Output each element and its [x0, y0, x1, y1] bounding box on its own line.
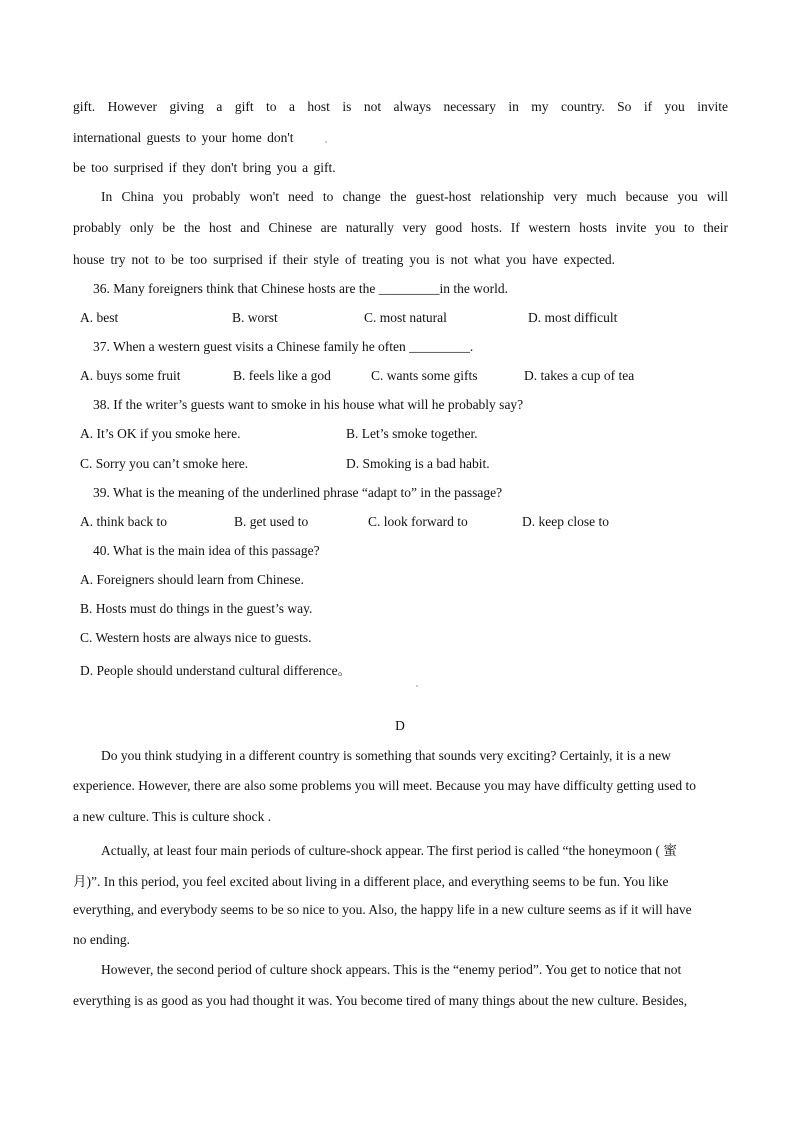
passage-d-line-1: Do you think studying in a different country is something that sounds very exciting? Certainly, it is a new: [101, 748, 671, 763]
question-39-option-c: C. look forward to: [368, 514, 468, 529]
passage-d-line-5: 月)”. In this period, you feel excited about living in a different place, and everything seems to be fun. You like: [73, 874, 669, 889]
question-40-option-c: C. Western hosts are always nice to guests.: [80, 630, 312, 645]
question-36-option-b: B. worst: [232, 310, 278, 325]
question-36-option-d: D. most difficult: [528, 310, 618, 325]
passage-c-line-6: house try not to be too surprised if their style of treating you is not what you have expected.: [73, 252, 616, 267]
passage-d-heading: D: [395, 718, 405, 733]
passage-d-line-8: However, the second period of culture shock appears. This is the “enemy period”. You get to notice that not: [101, 962, 682, 977]
passage-d-line-9: everything is as good as you had thought it was. You become tired of many things about the new culture. Besides,: [73, 993, 688, 1008]
question-38-option-b: B. Let’s smoke together.: [346, 426, 478, 441]
question-39-option-a: A. think back to: [80, 514, 167, 529]
scan-speck: [325, 141, 327, 143]
question-40-option-a: A. Foreigners should learn from Chinese.: [80, 572, 304, 587]
passage-c-line-3: be too surprised if they don't bring you a gift.: [73, 160, 336, 175]
passage-d-line-7: no ending.: [73, 932, 130, 947]
question-36-option-a: A. best: [80, 310, 119, 325]
question-39-option-d: D. keep close to: [522, 514, 609, 529]
question-37-option-c: C. wants some gifts: [371, 368, 478, 383]
question-40-option-b: B. Hosts must do things in the guest’s way.: [80, 601, 313, 616]
question-38-option-c: C. Sorry you can’t smoke here.: [80, 456, 249, 471]
passage-d-line-2: experience. However, there are also some problems you will meet. Because you may have difficulty getting used to: [73, 778, 697, 793]
passage-c-line-1: gift. However giving a gift to a host is not always necessary in my country. So if you invite: [73, 99, 728, 114]
question-37-stem: 37. When a western guest visits a Chinese family he often _________.: [93, 339, 474, 354]
question-37-option-b: B. feels like a god: [233, 368, 331, 383]
passage-d-line-4: Actually, at least four main periods of culture-shock appear. The first period is called “the honeymoon ( 蜜: [101, 843, 677, 858]
question-38-option-a: A. It’s OK if you smoke here.: [80, 426, 241, 441]
question-37-option-a: A. buys some fruit: [80, 368, 181, 383]
question-37-option-d: D. takes a cup of tea: [524, 368, 635, 383]
passage-c-line-4: In China you probably won't need to change the guest-host relationship very much because you will: [101, 189, 728, 204]
question-40-option-d: D. People should understand cultural difference。: [80, 663, 352, 678]
scan-speck: [416, 685, 418, 687]
passage-d-line-3: a new culture. This is culture shock .: [73, 809, 272, 824]
question-39-option-b: B. get used to: [234, 514, 309, 529]
question-39-stem: 39. What is the meaning of the underlined phrase “adapt to” in the passage?: [93, 485, 503, 500]
question-38-option-d: D. Smoking is a bad habit.: [346, 456, 490, 471]
question-36-stem: 36. Many foreigners think that Chinese hosts are the _________in the world.: [93, 281, 509, 296]
passage-c-line-2: international guests to your home don't: [73, 130, 294, 145]
passage-c-line-5: probably only be the host and Chinese are naturally very good hosts. If western hosts invite you to their: [73, 220, 728, 235]
passage-d-line-6: everything, and everybody seems to be so nice to you. Also, the happy life in a new culture seems as if it will have: [73, 902, 692, 917]
question-38-stem: 38. If the writer’s guests want to smoke in his house what will he probably say?: [93, 397, 524, 412]
question-40-stem: 40. What is the main idea of this passage?: [93, 543, 320, 558]
question-36-option-c: C. most natural: [364, 310, 447, 325]
